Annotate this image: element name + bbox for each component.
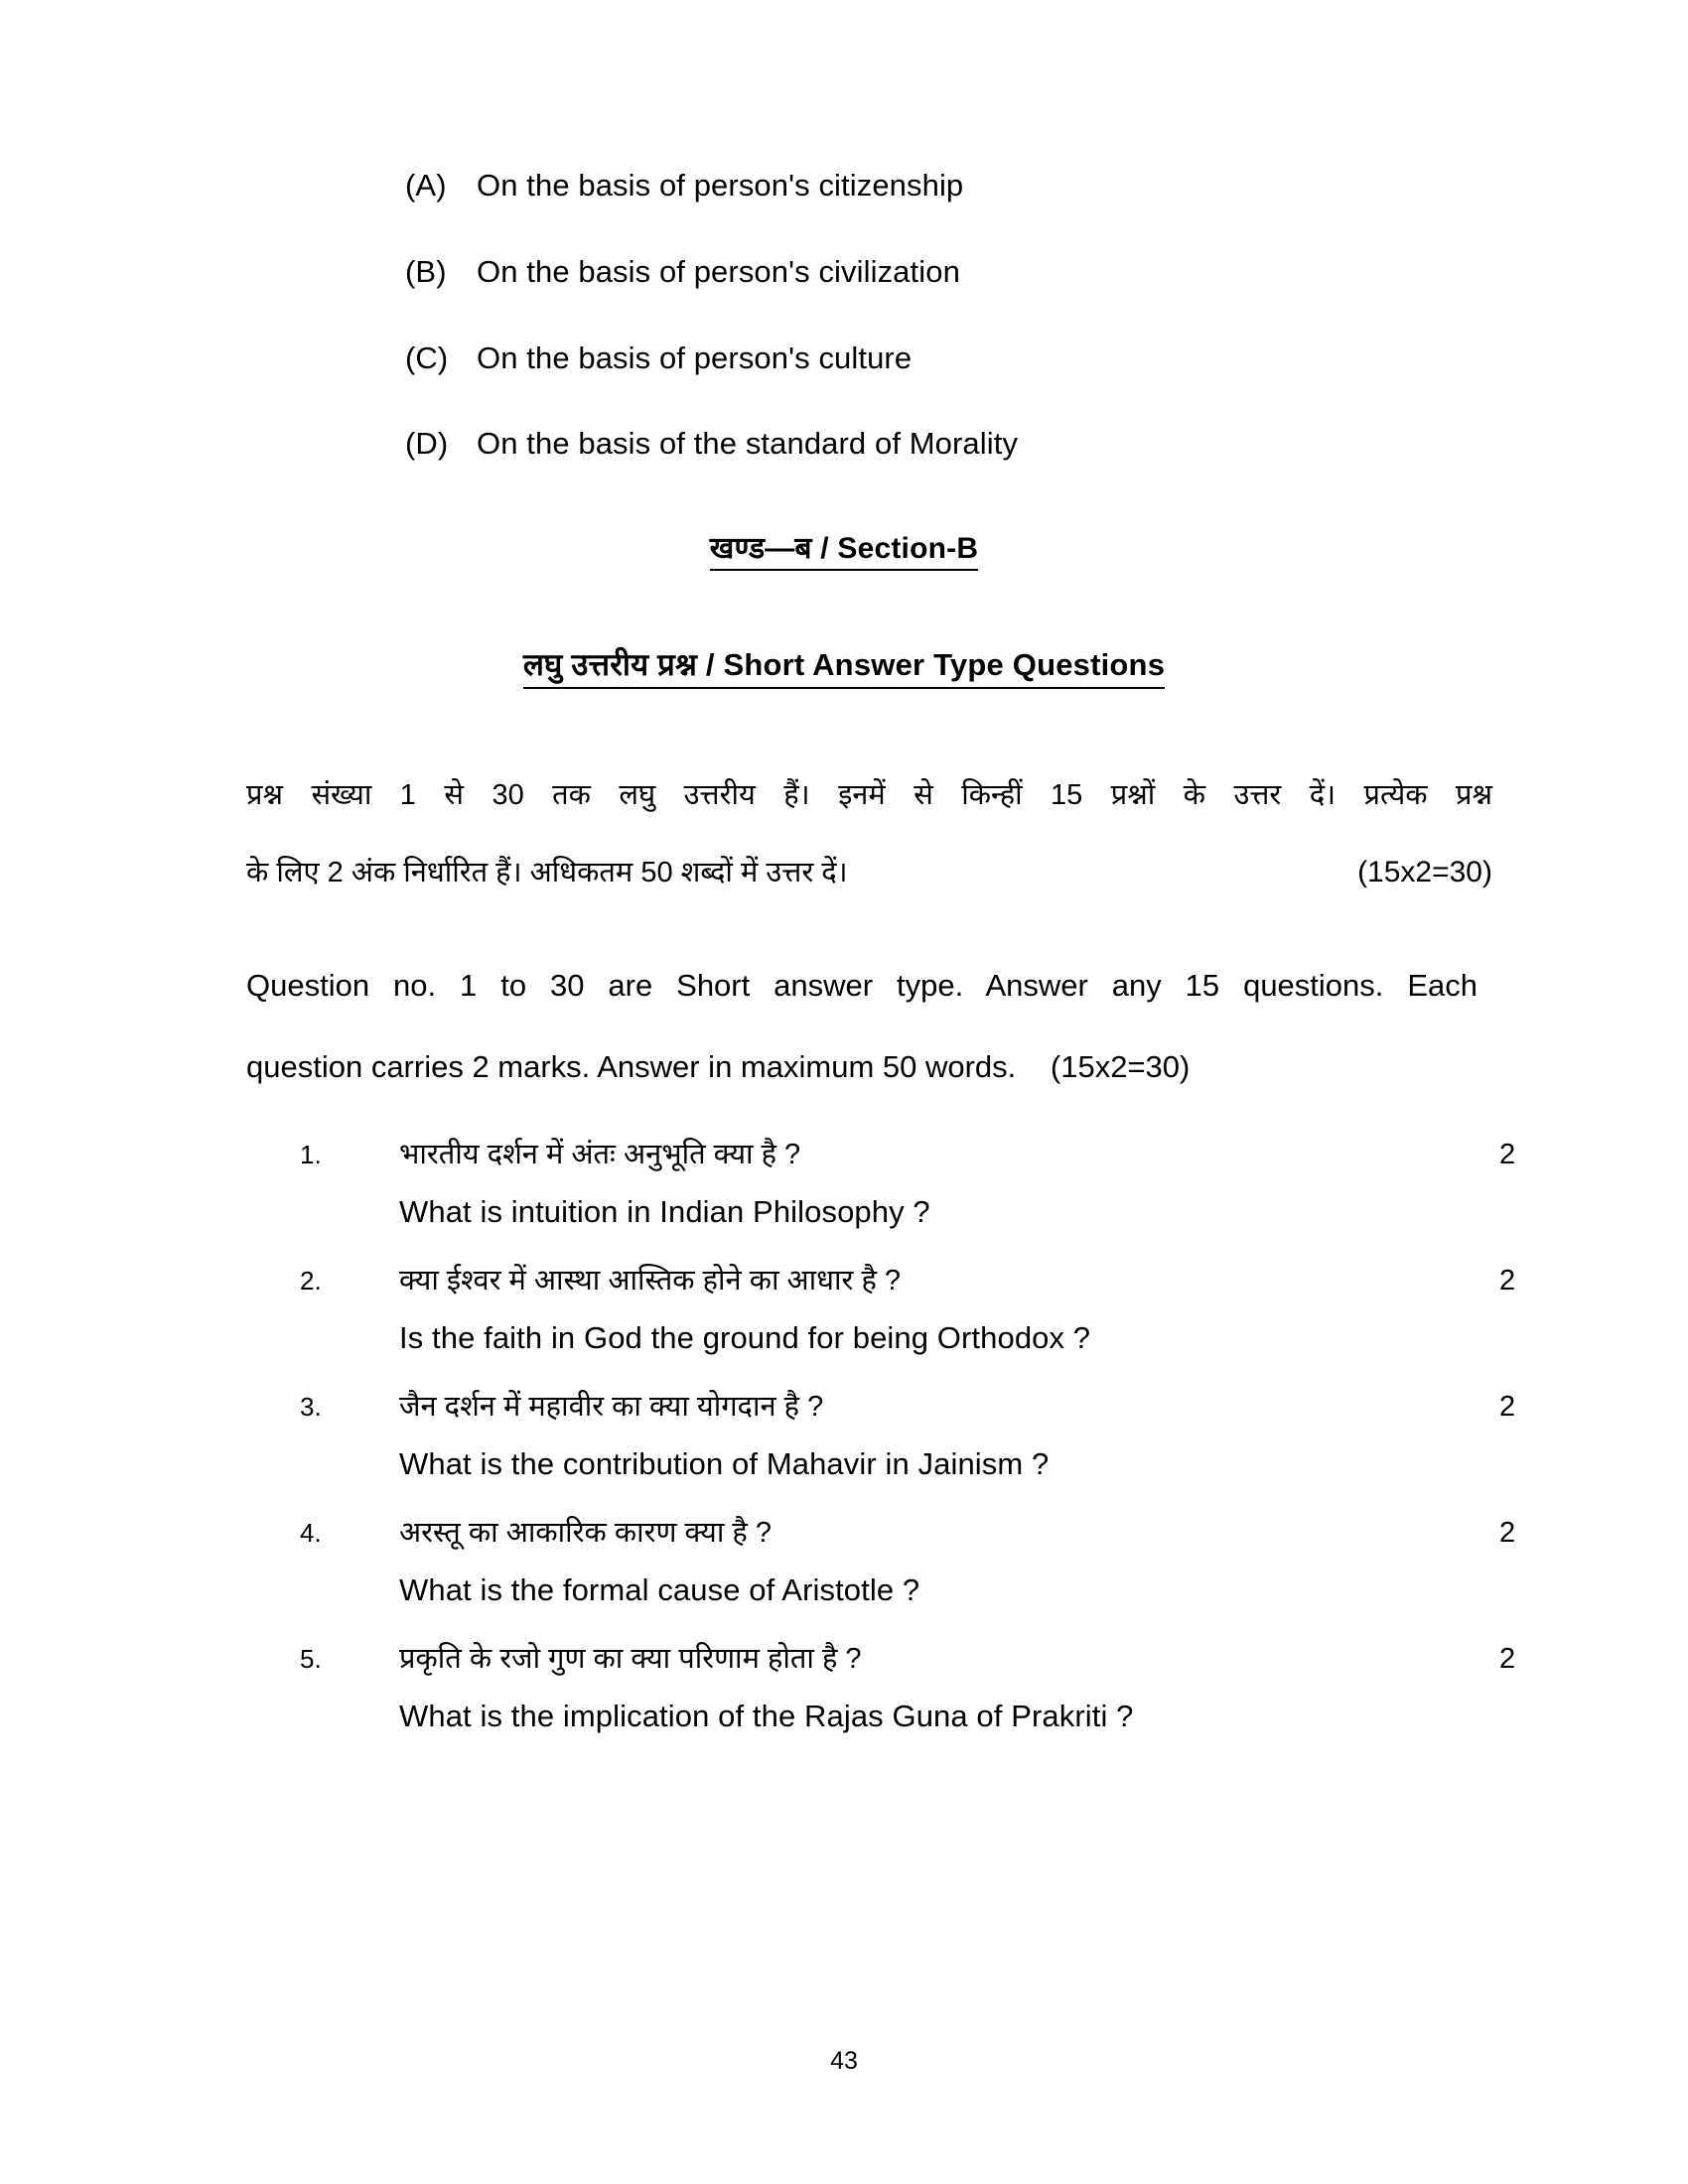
section-heading-text: खण्ड—ब / Section-B: [710, 526, 978, 571]
question-item-3: [0, 1386, 1688, 1482]
question-marks: 2: [1499, 1265, 1516, 1297]
mcq-option-letter: (D): [405, 426, 449, 462]
mcq-option-d: [0, 425, 1688, 464]
instructions-hindi: [246, 756, 1492, 911]
section-heading: [0, 526, 1688, 571]
mcq-options-list: [0, 167, 1688, 511]
question-list: [0, 1134, 1688, 1764]
question-item-2: [0, 1260, 1688, 1356]
question-text-english: Is the faith in God the ground for being Orthodox ?: [399, 1320, 1091, 1355]
question-text-english: What is intuition in Indian Philosophy ?: [399, 1194, 930, 1229]
instructions-english-line-2: question carries 2 marks. Answer in maximum 50 words.: [246, 1049, 1017, 1084]
instructions-hindi-line-1: प्रश्न संख्या 1 से 30 तक लघु उत्तरीय हैं। इनमें से किन्हीं 15 प्रश्नों के उत्तर दें। प्रत्येक प्रश्न: [246, 779, 1492, 811]
question-english-row: [0, 1194, 1688, 1230]
question-marks: 2: [1499, 1643, 1516, 1675]
question-text-hindi: जैन दर्शन में महावीर का क्या योगदान है ?: [399, 1391, 824, 1423]
question-item-1: [0, 1134, 1688, 1230]
instructions-english-line-1: Question no. 1 to 30 are Short answer type. Answer any 15 questions. Each: [246, 968, 1477, 1003]
mcq-option-text: On the basis of person's civilization: [477, 253, 960, 289]
question-number: 5.: [300, 1644, 322, 1674]
mcq-option-text: On the basis of person's culture: [477, 340, 913, 375]
question-hindi-row: [0, 1386, 1688, 1425]
question-english-row: [0, 1572, 1688, 1608]
question-text-hindi: क्या ईश्वर में आस्था आस्तिक होने का आधार है ?: [399, 1265, 902, 1297]
question-number: 3.: [300, 1392, 322, 1422]
question-hindi-row: [0, 1638, 1688, 1677]
question-text-english: What is the contribution of Mahavir in Jainism ?: [399, 1446, 1050, 1481]
mcq-option-letter: (C): [405, 340, 449, 375]
instructions-hindi-line-2: के लिए 2 अंक निर्धारित हैं। अधिकतम 50 शब्दों में उत्तर दें।: [246, 857, 848, 888]
question-number: 1.: [300, 1140, 322, 1169]
question-marks: 2: [1499, 1517, 1516, 1549]
mcq-option-b: [0, 253, 1688, 292]
question-english-row: [0, 1446, 1688, 1482]
question-text-hindi: भारतीय दर्शन में अंतः अनुभूति क्या है ?: [399, 1139, 801, 1170]
mcq-option-a: [0, 167, 1688, 205]
question-number: 4.: [300, 1518, 322, 1548]
mcq-option-c: [0, 340, 1688, 378]
question-hindi-row: [0, 1134, 1688, 1172]
question-number: 2.: [300, 1266, 322, 1296]
instructions-english-marks: (15x2=30): [1050, 1049, 1191, 1084]
question-marks: 2: [1499, 1139, 1516, 1170]
question-marks: 2: [1499, 1391, 1516, 1423]
question-english-row: [0, 1320, 1688, 1356]
question-text-english: What is the formal cause of Aristotle ?: [399, 1572, 920, 1607]
question-english-row: [0, 1699, 1688, 1734]
mcq-option-text: On the basis of the standard of Morality: [477, 426, 1019, 462]
page-number: 43: [830, 2047, 858, 2075]
mcq-option-letter: (A): [405, 168, 447, 203]
instructions-english: [246, 945, 1477, 1108]
question-type-heading: [0, 643, 1688, 689]
mcq-option-letter: (B): [405, 253, 447, 289]
question-text-hindi: प्रकृति के रजो गुण का क्या परिणाम होता है ?: [399, 1643, 862, 1675]
instructions-hindi-marks: (15x2=30): [1357, 856, 1492, 888]
instructions-hindi-line-2-row: [246, 834, 1492, 911]
question-text-english: What is the implication of the Rajas Guna of Prakriti ?: [399, 1699, 1134, 1733]
question-hindi-row: [0, 1512, 1688, 1551]
question-item-4: [0, 1512, 1688, 1608]
instructions-english-line-2-row: [246, 1026, 1477, 1108]
question-type-heading-text: लघु उत्तरीय प्रश्न / Short Answer Type Questions: [523, 643, 1165, 689]
question-item-5: [0, 1638, 1688, 1734]
mcq-option-text: On the basis of person's citizenship: [477, 168, 964, 203]
question-hindi-row: [0, 1260, 1688, 1298]
question-text-hindi: अरस्तू का आकारिक कारण क्या है ?: [399, 1517, 773, 1549]
